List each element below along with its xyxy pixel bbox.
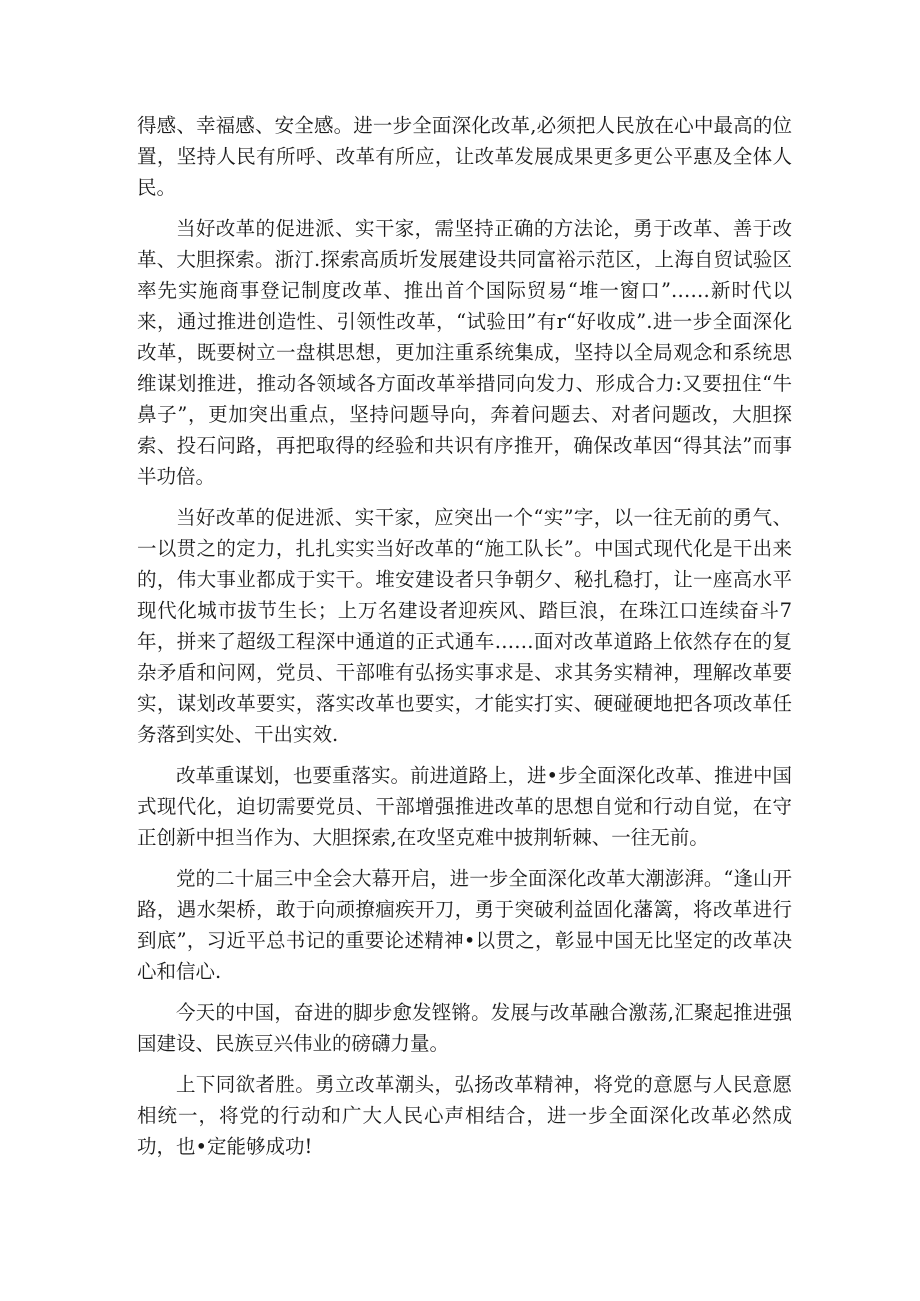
document-body xyxy=(137,110,792,1172)
paragraph-5: 党的二十届三中全会大幕开启，进一步全面深化改革大潮澎湃。“逢山开路，遇水架桥，敢于向顽撩痼疾开刀，勇于突破利益固化藩篱，将改革进行到底”，习近平总书记的重要论述精神•以贯之，彰显中国无比坚定的改革决心和信心. xyxy=(137,867,792,983)
paragraph-7: 上下同欲者胜。勇立改革潮头，弘扬改革精神，将党的意愿与人民意愿相统一，将党的行动和广大人民心声相结合，进一步全面深化改革必然成功，也•定能够成功! xyxy=(137,1073,792,1158)
paragraph-3: 当好改革的促进派、实干家，应突出一个“实”字，以一往无前的勇气、一以贯之的定力，扎扎实实当好改革的“施工队长”。中国式现代化是干出来的，伟大事业都成于实干。堆安建设者只争朝夕、秘扎稳打，让一座高水平现代化城市拔节生长；上万名建设者迎疾风、踏巨浪，在珠江口连续奋斗7年，拼来了超级工程深中通道的正式通车……面对改革道路上依然存在的复杂矛盾和问网，党员、干部唯有弘扬实事求是、求其务实精神，理解改革要实，谋划改革要实，落实改革也要实，才能实打实、硬碰硬地把各项改革任务落到实处、干出实效. xyxy=(137,506,792,746)
paragraph-4: 改革重谋划，也要重落实。前进道路上，进•步全面深化改革、推进中国式现代化，迫切需要党员、干部增强推进改革的思想自觉和行动自觉，在守正创新中担当作为、大胆探索,在攻坚克难中披荆斩棘、一往无前。 xyxy=(137,764,793,849)
paragraph-2: 当好改革的促进派、实干家，需坚持正确的方法论，勇于改革、善于改革、大胆探索。浙汀.探索高质圻发展建设共同富裕示范区，上海自贸试验区率先实施商事登记制度改革、推出首个国际贸易“堆一窗口”……新时代以来，通过推进创造性、引领性改革，“试验田”有r“好收成”.进一步全面深化改革，既要树立一盘棋思想，更加注重系统集成，坚持以全局观念和系统思维谋划推进，推动各领域各方面改革举措同向发力、形成合力:又要扭住“牛鼻子”，更加突出重点，坚持问题导向，奔着问题去、对者问题改，大胆探索、投石问路，再把取得的经验和共识有序推开，确保改革因“得其法”而事半功倍。 xyxy=(137,217,792,488)
paragraph-1: 得感、幸福感、安全感。进一步全面深化改革,必须把人民放在心中最高的位置，坚持人民有所呼、改革有所应，让改革发展成果更多更公平惠及全体人民。 xyxy=(137,114,792,199)
paragraph-6: 今天的中国，奋进的脚步愈发铿锵。发展与改革融合激荡,汇聚起推进强国建设、民族豆兴伟业的磅礴力量。 xyxy=(137,1001,792,1055)
